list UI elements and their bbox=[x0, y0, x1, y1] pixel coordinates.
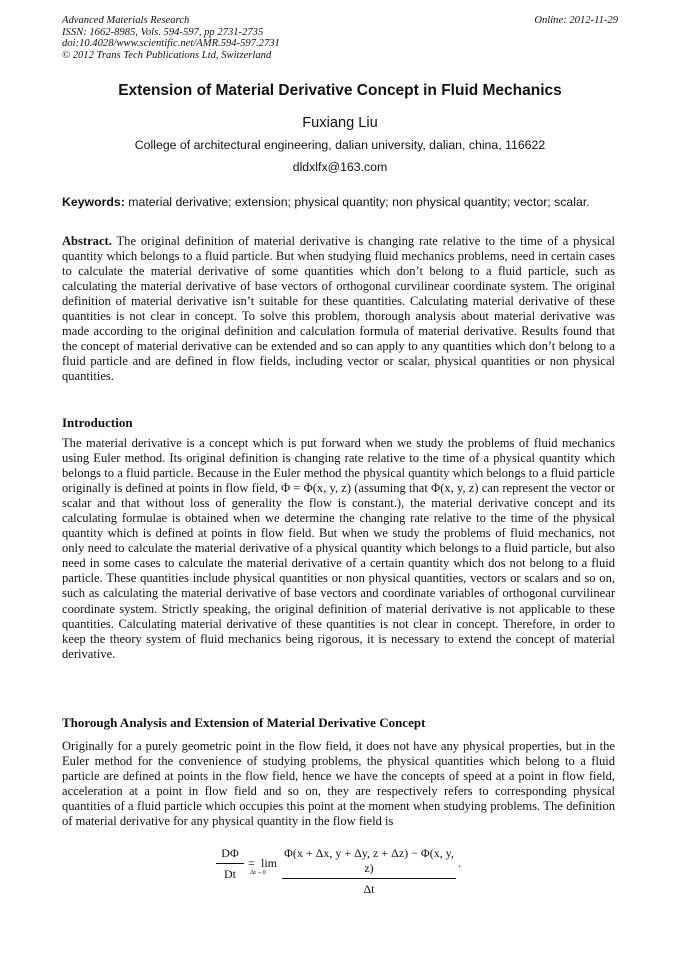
rhs-fraction bbox=[282, 846, 456, 897]
abstract-text: The original definition of material derivative is changing rate relative to the time of a physical quantity which belongs to a fluid particle. But when studying fluid mechanics problems, need in certain cases to calculate the material derivative of some quantities which don’t belong to a fluid particle, such as calculating the material derivative of base vectors of orthogonal curvilinear coordinate system. The original definition of material derivative isn’t suitable for these quantities. Calculating material derivative of these quantities is not clear in concept. To solve this problem, thorough analysis about material derivative was made according to the original definition and calculation formula of material derivative. Results found that the concept of material derivative can be extended and so can apply to any quantities which don’t belong to a fluid particle and are defined in flow fields, including vector or scalar, physical quantities or non physical quantities. bbox=[62, 234, 615, 384]
section-heading: Thorough Analysis and Extension of Material Derivative Concept bbox=[62, 715, 426, 730]
copyright-line: © 2012 Trans Tech Publications Ltd, Switzerland bbox=[62, 49, 272, 61]
lhs-numerator: DΦ bbox=[216, 846, 244, 864]
lhs-fraction bbox=[216, 846, 244, 882]
author-name: Fuxiang Liu bbox=[302, 115, 378, 131]
rhs-denominator: Δt bbox=[363, 882, 375, 896]
journal-name: Advanced Materials Research bbox=[62, 15, 190, 26]
equals-sign: = bbox=[248, 856, 255, 870]
author-affiliation: College of architectural engineering, dalian university, dalian, china, 116622 bbox=[134, 138, 546, 152]
introduction-paragraph bbox=[62, 436, 615, 662]
material-derivative-equation bbox=[216, 846, 476, 896]
intro-text-3: can represent the vector or scalar and that without loss of generality the flow is constant.), the material derivative concept and its calculating formulae is obtained when we determine the changing rate relative to the time of the physical quantity which is defined at points in flow field. But when we study the problems of fluid mechanics, not only need to calculate the material derivative of a physical quantity which belongs to a fluid particle, but also need in some cases to calculate the material derivative of a certain quantity which dos not belong to a fluid particle. These quantities include physical quantities or non physical quantities, vectors or scalars and so on, such as calculating the material derivative of base vectors and coordinate variables of orthogonal curvilinear coordinate system. Strictly speaking, the original definition of material derivative is not applicable to these quantities. Calculating material derivative of these quantities is not clear in concept. Therefore, in order to keep the theory system of fluid mechanics being rigorous, it is necessary to extend the concept of material derivative. bbox=[62, 481, 616, 661]
lhs-denominator: Dt bbox=[224, 867, 236, 881]
abstract-label: Abstract. bbox=[62, 234, 112, 248]
intro-text-2: (assuming that bbox=[354, 481, 428, 496]
keywords bbox=[62, 195, 618, 209]
paper-title: Extension of Material Derivative Concept in Fluid Mechanics bbox=[118, 82, 562, 99]
online-date: Online: 2012-11-29 bbox=[534, 15, 618, 26]
rhs-numerator: Φ(x + Δx, y + Δy, z + Δz) − Φ(x, y, z) bbox=[282, 846, 456, 879]
abstract bbox=[62, 234, 615, 384]
intro-text-1: The material derivative is a concept which is put forward when we study the problems of fluid mechanics using Euler method. Its original definition is changing rate relative to the time of a physical quantity which belongs to a fluid particle. Because in the Euler method the physical quantity which belongs to a fluid particle originally is defined at points in flow field, bbox=[62, 436, 615, 496]
journal-header bbox=[62, 15, 618, 61]
limit-operator: lim bbox=[261, 856, 278, 870]
doi-line: doi:10.4028/www.scientific.net/AMR.594-597.2731 bbox=[62, 38, 280, 50]
issn-line: ISSN: 1662-8985, Vols. 594-597, pp 2731-2735 bbox=[62, 26, 264, 38]
keywords-text: material derivative; extension; physical quantity; non physical quantity; vector; scalar. bbox=[128, 195, 590, 209]
section-paragraph: Originally for a purely geometric point in the flow field, it does not have any physical properties, but in the Euler method for the convenience of studying problems, the physical quantities which belong to a fluid particle are defined at points in the flow field, hence we have the concepts of speed at a point in flow field, acceleration at a point in flow field and so on, they are respectively refers to corresponding physical quantities of a fluid particle which occupies this point at the moment when studying problems. The definition of material derivative for any physical quantity in the flow field is bbox=[62, 739, 615, 829]
introduction-heading: Introduction bbox=[62, 415, 133, 430]
equation-period: . bbox=[458, 856, 461, 870]
author-email: dldxlfx@163.com bbox=[292, 160, 388, 174]
limit-subscript: Δt→0 bbox=[250, 869, 266, 876]
intro-inline-equation: Φ = Φ(x, y, z) bbox=[280, 481, 352, 496]
keywords-label: Keywords: bbox=[62, 195, 125, 209]
intro-inline-equation-2: Φ(x, y, z) bbox=[431, 481, 479, 496]
